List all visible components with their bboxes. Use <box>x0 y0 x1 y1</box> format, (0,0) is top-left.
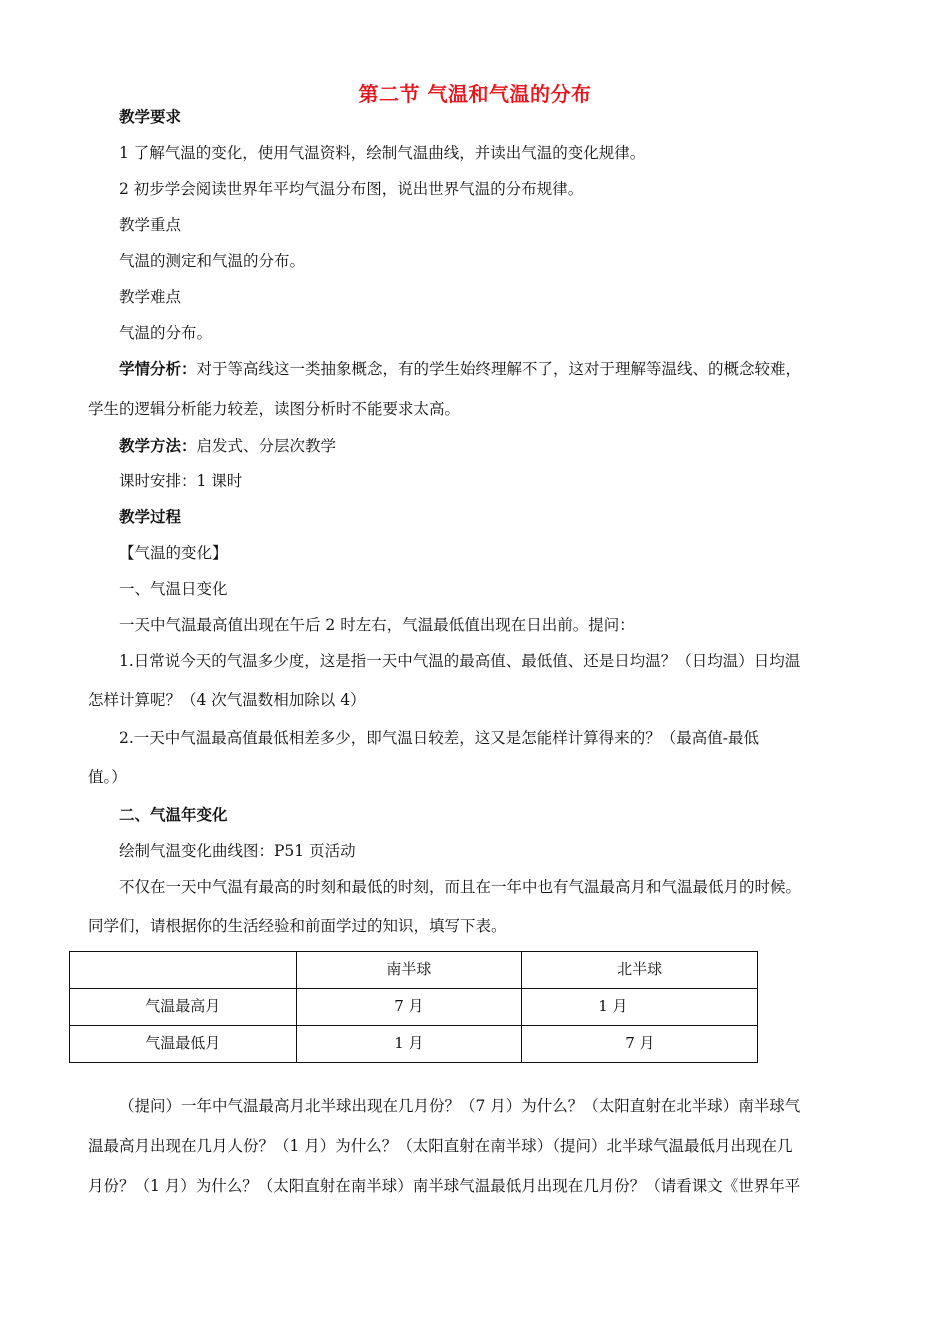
teaching-method-label: 教学方法： <box>119 437 197 455</box>
key-points-heading: 教学重点 <box>119 216 182 234</box>
difficult-points-content: 气温的分布。 <box>119 324 213 342</box>
table-header-cell: 南半球 <box>296 952 522 989</box>
table-header-cell <box>70 952 297 989</box>
questions-line-2: 温最高月出现在几月人份？（1 月）为什么？（太阳直射在南半球）（提问）北半球气温最低月出现在几 <box>88 1137 793 1155</box>
table-row <box>70 1026 758 1063</box>
student-analysis-text: 对于等高线这一类抽象概念，有的学生始终理解不了，这对于理解等温线、的概念较难， <box>196 360 802 378</box>
temperature-month-table <box>69 951 758 1063</box>
schedule-line: 课时安排：1 课时 <box>119 472 243 490</box>
annual-change-activity: 绘制气温变化曲线图：P51 页活动 <box>119 842 356 860</box>
key-points-content: 气温的测定和气温的分布。 <box>119 252 306 270</box>
table-cell-north: 7 月 <box>522 1026 758 1063</box>
question-2-line-1: 2.一天中气温最高值最低相差多少，即气温日较差，这又是怎能样计算得来的？（最高值-最低 <box>119 729 760 747</box>
table-row <box>70 989 758 1026</box>
annual-change-paragraph-line-2: 同学们，请根据你的生活经验和前面学过的知识，填写下表。 <box>88 917 507 935</box>
teaching-method-content: 启发式、分层次教学 <box>196 437 337 455</box>
requirement-item-1: 1 了解气温的变化，使用气温资料，绘制气温曲线，并读出气温的变化规律。 <box>119 144 646 162</box>
document-title: 第二节 气温和气温的分布 <box>358 82 592 106</box>
student-analysis-line-2: 学生的逻辑分析能力较差，读图分析时不能要求太高。 <box>88 400 461 418</box>
teaching-method-line <box>119 436 336 456</box>
annual-change-paragraph-line-1: 不仅在一天中气温有最高的时刻和最低的时刻，而且在一年中也有气温最高月和气温最低月的时候。 <box>119 878 802 896</box>
difficult-points-heading: 教学难点 <box>119 288 182 306</box>
question-1-line-1: 1.日常说今天的气温多少度，这是指一天中气温的最高值、最低值、还是日均温？（日均温）日均温 <box>119 652 801 670</box>
teaching-requirements-heading: 教学要求 <box>119 108 182 126</box>
questions-line-1: （提问）一年中气温最高月北半球出现在几月份？（7 月）为什么？（太阳直射在北半球）南半球气 <box>119 1097 801 1115</box>
daily-change-intro: 一天中气温最高值出现在午后 2 时左右，气温最低值出现在日出前。提问： <box>119 616 635 634</box>
daily-change-heading: 一、气温日变化 <box>119 580 228 598</box>
section-bracket-heading: 【气温的变化】 <box>119 544 228 562</box>
student-analysis-label: 学情分析： <box>119 360 197 378</box>
table-cell-south: 1 月 <box>296 1026 522 1063</box>
table-header-cell: 北半球 <box>522 952 758 989</box>
question-1-line-2: 怎样计算呢？（4 次气温数相加除以 4） <box>88 691 366 709</box>
table-cell-north: 1 月 <box>522 989 758 1026</box>
table-row-label: 气温最低月 <box>70 1026 297 1063</box>
annual-change-heading: 二、气温年变化 <box>119 806 228 824</box>
student-analysis-line-1 <box>119 359 801 379</box>
process-heading: 教学过程 <box>119 508 182 526</box>
question-2-line-2: 值。） <box>88 768 127 786</box>
table-cell-south: 7 月 <box>296 989 522 1026</box>
table-header-row <box>70 952 758 989</box>
table-row-label: 气温最高月 <box>70 989 297 1026</box>
requirement-item-2: 2 初步学会阅读世界年平均气温分布图，说出世界气温的分布规律。 <box>119 180 584 198</box>
questions-line-3: 月份？（1 月）为什么？（太阳直射在南半球）南半球气温最低月出现在几月份？（请看课文《世界年平 <box>88 1177 801 1195</box>
